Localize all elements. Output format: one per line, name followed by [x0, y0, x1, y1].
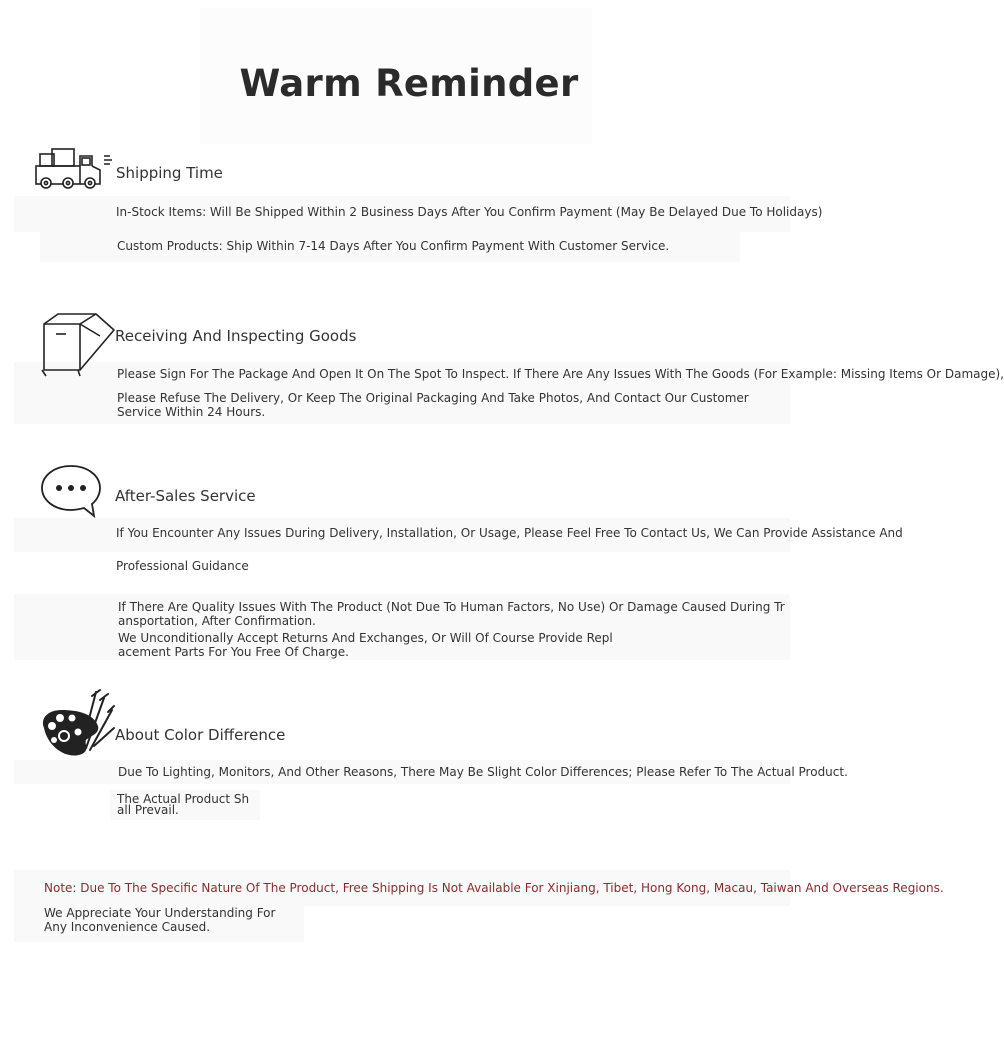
section-heading: Receiving And Inspecting Goods: [115, 327, 357, 345]
section-text: Professional Guidance: [116, 559, 249, 573]
shipping-note: Note: Due To The Specific Nature Of The Product, Free Shipping Is Not Available For Xinjiang, Tibet, Hong Kong, Macau, Taiwan And Overseas Regions.: [44, 881, 944, 895]
note-text: We Appreciate Your Understanding For: [44, 906, 276, 920]
section-heading: After-Sales Service: [115, 487, 256, 505]
chat-bubble-icon: [40, 464, 102, 518]
section-text: all Prevail.: [117, 803, 179, 817]
section-text: Due To Lighting, Monitors, And Other Reasons, There May Be Slight Color Differences; Please Refer To The Actual Product.: [118, 765, 848, 779]
section-text: Please Sign For The Package And Open It On The Spot To Inspect. If There Are Any Issues With The Goods (For Example: Missing Items Or Damage),: [117, 367, 1004, 381]
section-text: ansportation, After Confirmation.: [118, 614, 316, 628]
section-text: acement Parts For You Free Of Charge.: [118, 645, 349, 659]
note-text: Any Inconvenience Caused.: [44, 920, 211, 934]
section-text: Please Refuse The Delivery, Or Keep The Original Packaging And Take Photos, And Contact Our Customer: [117, 391, 749, 405]
section-heading: Shipping Time: [116, 164, 223, 182]
palette-icon: [38, 688, 116, 760]
section-text: We Unconditionally Accept Returns And Exchanges, Or Will Of Course Provide Repl: [118, 631, 613, 645]
box-icon: [40, 310, 116, 378]
section-text: Service Within 24 Hours.: [117, 405, 266, 419]
section-text: If There Are Quality Issues With The Product (Not Due To Human Factors, No Use) Or Damage Caused During Tr: [118, 600, 785, 614]
page-title: Warm Reminder: [239, 62, 579, 105]
section-text: Custom Products: Ship Within 7-14 Days After You Confirm Payment With Customer Service.: [117, 239, 670, 253]
section-text: If You Encounter Any Issues During Delivery, Installation, Or Usage, Please Feel Free To Contact Us, We Can Provide Assistance And: [116, 526, 903, 540]
section-heading: About Color Difference: [115, 726, 286, 744]
section-text: The Actual Product Sh: [117, 792, 250, 806]
section-text: In-Stock Items: Will Be Shipped Within 2 Business Days After You Confirm Payment (May Be Delayed Due To Holidays): [116, 205, 823, 219]
truck-icon: [34, 146, 114, 192]
